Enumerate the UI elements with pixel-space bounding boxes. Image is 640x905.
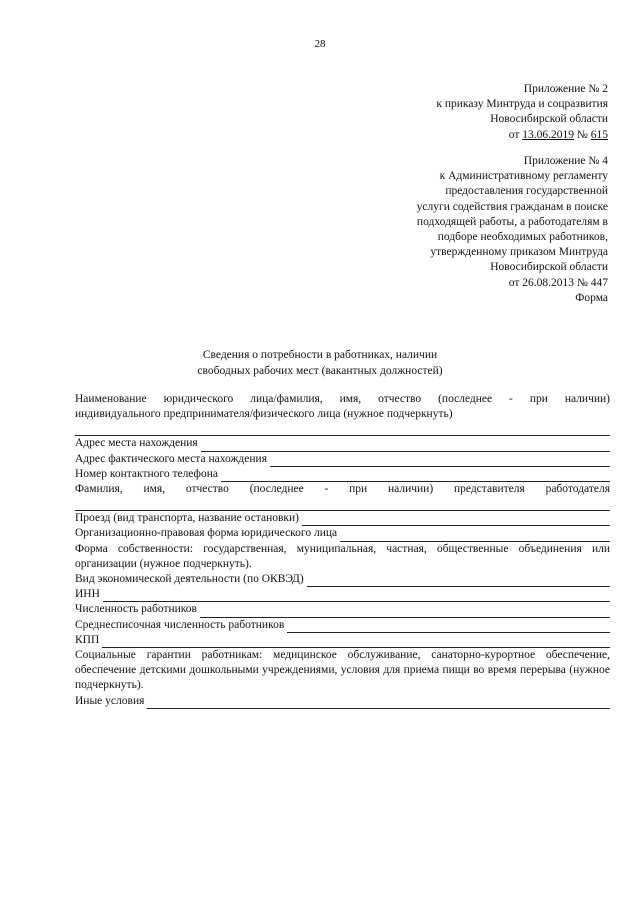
transport-row <box>75 511 610 526</box>
employer-name-field[interactable] <box>75 422 610 436</box>
employees-field[interactable] <box>200 606 610 618</box>
kpp-row <box>75 633 610 648</box>
okved-row <box>75 572 610 587</box>
representative-label: Фамилия, имя, отчество (последнее - при наличии) представителя работодателя <box>75 483 610 496</box>
social-guarantees-options[interactable]: Социальные гарантии работникам: медицинское обслуживание, санаторно-курортное обеспечение, обеспечение детскими дошкольными учреждениями, условия для приема пищи во время перерыва (нужное подчеркнуть). <box>75 649 610 692</box>
address-field[interactable] <box>201 440 610 452</box>
form-label: Форма <box>575 291 608 304</box>
inn-label: ИНН <box>75 588 100 601</box>
ownership-options[interactable]: Форма собственности: государственная, муниципальная, частная, общественные объединения или организации (нужное подчеркнуть). <box>75 542 610 570</box>
order-number: 615 <box>590 128 608 141</box>
employer-name-label: Наименование юридического лица/фамилия, имя, отчество (последнее - при наличии) <box>75 393 610 405</box>
appendix-4-line: от 26.08.2013 № 447 <box>508 276 608 289</box>
avg-employees-label: Среднесписочная численность работников <box>75 618 285 631</box>
appendix-2-region: Новосибирской области <box>490 113 608 126</box>
transport-label: Проезд (вид транспорта, название остановки) <box>75 512 299 525</box>
phone-field[interactable] <box>221 470 610 482</box>
employer-name-label-cont: индивидуального предпринимателя/физического лица (нужное подчеркнуть) <box>75 408 453 421</box>
form-body <box>75 392 610 709</box>
document-title: Сведения о потребности в работниках, наличии свободных рабочих мест (вакантных должностей) <box>197 349 443 377</box>
appendix-2-date-line: от 13.06.2019 № 615 <box>508 128 608 141</box>
other-conditions-field[interactable] <box>147 697 610 709</box>
other-conditions-label: Иные условия <box>75 694 145 707</box>
other-conditions-row <box>75 694 610 709</box>
okved-label: Вид экономической деятельности (по ОКВЭД) <box>75 573 304 586</box>
avg-employees-row <box>75 618 610 633</box>
appendix-4-line: к Административному регламенту <box>439 170 608 183</box>
representative-field[interactable] <box>75 497 610 511</box>
transport-field[interactable] <box>302 514 610 526</box>
address-label: Адрес места нахождения <box>75 437 198 450</box>
actual-address-label: Адрес фактического места нахождения <box>75 452 267 465</box>
appendix-2-header <box>436 82 608 143</box>
appendix-4-line: подходящей работы, а работодателям в <box>416 215 608 228</box>
address-row <box>75 436 610 451</box>
avg-employees-field[interactable] <box>287 621 610 633</box>
appendix-4-line: предоставления государственной <box>445 185 608 198</box>
kpp-field[interactable] <box>102 636 610 648</box>
appendix-2-order: к приказу Минтруда и соцразвития <box>436 98 608 111</box>
okved-field[interactable] <box>307 575 610 587</box>
employees-label: Численность работников <box>75 603 197 616</box>
appendix-4-line: Приложение № 4 <box>523 155 608 167</box>
appendix-4-line: услуги содействия гражданам в поиске <box>416 200 608 213</box>
appendix-4-header <box>417 154 608 306</box>
page-number: 28 <box>314 38 326 50</box>
appendix-4-line: подборе необходимых работников, <box>437 231 608 244</box>
appendix-4-line: Новосибирской области <box>490 261 608 274</box>
employees-row <box>75 602 610 617</box>
inn-row <box>75 587 610 602</box>
actual-address-row <box>75 452 610 467</box>
phone-row <box>75 467 610 482</box>
legal-form-field[interactable] <box>340 530 610 542</box>
order-date: 13.06.2019 <box>522 128 575 141</box>
appendix-4-line: утвержденному приказом Минтруда <box>430 246 608 259</box>
legal-form-row <box>75 526 610 541</box>
legal-form-label: Организационно-правовая форма юридического лица <box>75 527 338 540</box>
inn-field[interactable] <box>103 590 610 602</box>
actual-address-field[interactable] <box>270 455 610 467</box>
phone-label: Номер контактного телефона <box>75 467 219 480</box>
kpp-label: КПП <box>75 633 100 646</box>
appendix-2-title: Приложение № 2 <box>523 83 608 95</box>
